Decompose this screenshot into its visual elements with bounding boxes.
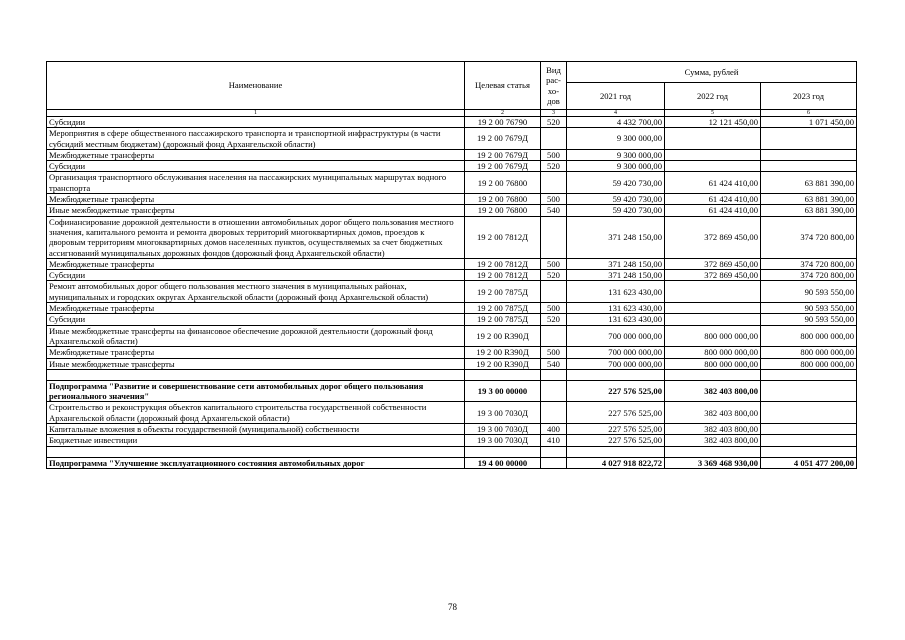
row-sum-2023: 90 593 550,00 xyxy=(761,281,857,303)
row-sum-2023 xyxy=(761,128,857,150)
row-name: Межбюджетные трансферты xyxy=(47,194,465,205)
row-name: Субсидии xyxy=(47,270,465,281)
row-target-code: 19 2 00 76800 xyxy=(465,205,541,216)
row-expense-type: 520 xyxy=(541,314,567,325)
header-sum: Сумма, рублей xyxy=(567,62,857,83)
row-sum-2022: 61 424 410,00 xyxy=(665,172,761,194)
row-target-code: 19 2 00 7679Д xyxy=(465,161,541,172)
spacer-row xyxy=(47,446,857,457)
row-sum-2022: 382 403 800,00 xyxy=(665,424,761,435)
row-name: Организация транспортного обслуживания населения на пассажирских муниципальных маршрутах водного транспорта xyxy=(47,172,465,194)
table-row xyxy=(47,194,857,205)
row-target-code: 19 2 00 76800 xyxy=(465,172,541,194)
row-sum-2021: 59 420 730,00 xyxy=(567,205,665,216)
row-expense-type xyxy=(541,446,567,457)
row-target-code: 19 2 00 7679Д xyxy=(465,149,541,160)
row-sum-2021: 227 576 525,00 xyxy=(567,380,665,402)
row-sum-2021: 371 248 150,00 xyxy=(567,216,665,258)
column-number: 6 xyxy=(761,110,857,117)
row-sum-2021: 227 576 525,00 xyxy=(567,402,665,424)
row-sum-2021: 131 623 430,00 xyxy=(567,303,665,314)
row-target-code: 19 2 00 7812Д xyxy=(465,216,541,258)
row-name: Капитальные вложения в объекты государственной (муниципальной) собственности xyxy=(47,424,465,435)
row-sum-2022: 372 869 450,00 xyxy=(665,258,761,269)
row-name: Бюджетные инвестиции xyxy=(47,435,465,446)
budget-table xyxy=(46,61,857,469)
table-row xyxy=(47,281,857,303)
row-expense-type xyxy=(541,402,567,424)
row-expense-type: 500 xyxy=(541,149,567,160)
row-expense-type: 520 xyxy=(541,270,567,281)
table-row xyxy=(47,380,857,402)
row-target-code: 19 2 00 7875Д xyxy=(465,314,541,325)
row-name: Подпрограмма "Улучшение эксплуатационного состояния автомобильных дорог xyxy=(47,457,465,468)
row-sum-2021: 9 300 000,00 xyxy=(567,161,665,172)
table-row xyxy=(47,172,857,194)
row-sum-2023 xyxy=(761,446,857,457)
row-sum-2021 xyxy=(567,446,665,457)
table-row xyxy=(47,149,857,160)
row-name: Иные межбюджетные трансферты на финансовое обеспечение дорожной деятельности (дорожный фонд Архангельской области) xyxy=(47,325,465,347)
row-sum-2021: 4 027 918 822,72 xyxy=(567,457,665,468)
row-sum-2023: 800 000 000,00 xyxy=(761,347,857,358)
row-name: Иные межбюджетные трансферты xyxy=(47,358,465,369)
row-expense-type: 500 xyxy=(541,194,567,205)
row-sum-2022 xyxy=(665,128,761,150)
row-sum-2022 xyxy=(665,303,761,314)
row-sum-2021: 131 623 430,00 xyxy=(567,281,665,303)
row-expense-type: 540 xyxy=(541,205,567,216)
row-expense-type: 520 xyxy=(541,161,567,172)
row-expense-type xyxy=(541,325,567,347)
row-target-code: 19 3 00 7030Д xyxy=(465,402,541,424)
table-row xyxy=(47,258,857,269)
column-number: 1 xyxy=(47,110,465,117)
row-sum-2023: 90 593 550,00 xyxy=(761,314,857,325)
row-target-code: 19 2 00 7812Д xyxy=(465,270,541,281)
row-sum-2023: 63 881 390,00 xyxy=(761,205,857,216)
header-2021: 2021 год xyxy=(567,83,665,110)
row-sum-2022 xyxy=(665,161,761,172)
row-sum-2022: 372 869 450,00 xyxy=(665,216,761,258)
row-target-code: 19 2 00 76790 xyxy=(465,117,541,128)
row-name: Межбюджетные трансферты xyxy=(47,149,465,160)
row-sum-2023: 374 720 800,00 xyxy=(761,216,857,258)
table-row xyxy=(47,205,857,216)
table-row xyxy=(47,358,857,369)
page-number: 78 xyxy=(448,602,457,612)
table-row xyxy=(47,117,857,128)
row-sum-2021: 227 576 525,00 xyxy=(567,424,665,435)
row-sum-2022 xyxy=(665,281,761,303)
table-row xyxy=(47,435,857,446)
row-sum-2022: 382 403 800,00 xyxy=(665,402,761,424)
row-sum-2022 xyxy=(665,446,761,457)
header-2022: 2022 год xyxy=(665,83,761,110)
table-row xyxy=(47,270,857,281)
table-row xyxy=(47,424,857,435)
row-sum-2023: 800 000 000,00 xyxy=(761,358,857,369)
row-target-code: 19 3 00 7030Д xyxy=(465,435,541,446)
row-name: Субсидии xyxy=(47,161,465,172)
row-expense-type xyxy=(541,380,567,402)
row-sum-2023 xyxy=(761,402,857,424)
row-name: Субсидии xyxy=(47,314,465,325)
row-target-code: 19 2 00 7679Д xyxy=(465,128,541,150)
header-name: Наименование xyxy=(47,62,465,110)
row-sum-2023: 800 000 000,00 xyxy=(761,325,857,347)
row-target-code: 19 2 00 76800 xyxy=(465,194,541,205)
row-sum-2023: 374 720 800,00 xyxy=(761,270,857,281)
row-expense-type: 520 xyxy=(541,117,567,128)
row-target-code: 19 2 00 R390Д xyxy=(465,347,541,358)
row-name: Строительство и реконструкция объектов капитального строительства государственной собственности Архангельской области (дорожный фонд Архангельской области) xyxy=(47,402,465,424)
row-sum-2022: 372 869 450,00 xyxy=(665,270,761,281)
row-sum-2023: 90 593 550,00 xyxy=(761,303,857,314)
row-sum-2022 xyxy=(665,314,761,325)
header-code: Целевая статья xyxy=(465,62,541,110)
table-row xyxy=(47,303,857,314)
row-sum-2022: 800 000 000,00 xyxy=(665,347,761,358)
table-row xyxy=(47,161,857,172)
row-expense-type: 500 xyxy=(541,303,567,314)
column-number-row xyxy=(47,110,857,117)
row-expense-type xyxy=(541,216,567,258)
table-row xyxy=(47,325,857,347)
row-sum-2021: 371 248 150,00 xyxy=(567,258,665,269)
row-name: Межбюджетные трансферты xyxy=(47,347,465,358)
row-sum-2023: 1 071 450,00 xyxy=(761,117,857,128)
row-target-code: 19 2 00 7812Д xyxy=(465,258,541,269)
row-sum-2021 xyxy=(567,369,665,380)
row-sum-2023: 63 881 390,00 xyxy=(761,172,857,194)
row-sum-2022: 382 403 800,00 xyxy=(665,380,761,402)
row-name: Субсидии xyxy=(47,117,465,128)
row-expense-type xyxy=(541,281,567,303)
row-target-code: 19 2 00 R390Д xyxy=(465,358,541,369)
row-sum-2023: 4 051 477 200,00 xyxy=(761,457,857,468)
row-target-code: 19 3 00 00000 xyxy=(465,380,541,402)
table-row xyxy=(47,347,857,358)
row-name: Иные межбюджетные трансферты xyxy=(47,205,465,216)
row-sum-2023 xyxy=(761,369,857,380)
row-sum-2023 xyxy=(761,380,857,402)
header-2023: 2023 год xyxy=(761,83,857,110)
row-sum-2021: 700 000 000,00 xyxy=(567,358,665,369)
row-sum-2021: 227 576 525,00 xyxy=(567,435,665,446)
row-sum-2021: 700 000 000,00 xyxy=(567,347,665,358)
row-expense-type xyxy=(541,172,567,194)
row-expense-type xyxy=(541,369,567,380)
row-target-code: 19 2 00 R390Д xyxy=(465,325,541,347)
row-expense-type xyxy=(541,457,567,468)
row-name: Софинансирование дорожной деятельности в отношении автомобильных дорог общего пользования местного значения, капитального ремонта и ремонта дворовых территорий многоквартирных домов, проездов к дворовым территориям многоквартирных домов населенных пунктов, осуществляемых за счет бюджетных ассигнований муниципальных дорожных фондов (дорожный фонд Архангельской области) xyxy=(47,216,465,258)
row-name: Ремонт автомобильных дорог общего пользования местного значения в муниципальных районах, муниципальных и городских округах Архангельской области (дорожный фонд Архангельской области) xyxy=(47,281,465,303)
table-row xyxy=(47,402,857,424)
table-row xyxy=(47,216,857,258)
table-row xyxy=(47,314,857,325)
row-target-code xyxy=(465,369,541,380)
row-sum-2023 xyxy=(761,424,857,435)
row-sum-2021: 9 300 000,00 xyxy=(567,128,665,150)
row-sum-2022 xyxy=(665,369,761,380)
row-target-code: 19 2 00 7875Д xyxy=(465,303,541,314)
row-expense-type: 540 xyxy=(541,358,567,369)
row-target-code: 19 3 00 7030Д xyxy=(465,424,541,435)
row-sum-2022 xyxy=(665,149,761,160)
row-sum-2021: 59 420 730,00 xyxy=(567,194,665,205)
row-target-code: 19 4 00 00000 xyxy=(465,457,541,468)
row-sum-2021: 371 248 150,00 xyxy=(567,270,665,281)
row-sum-2021: 59 420 730,00 xyxy=(567,172,665,194)
column-number: 5 xyxy=(665,110,761,117)
row-sum-2022: 12 121 450,00 xyxy=(665,117,761,128)
table-row xyxy=(47,457,857,468)
row-target-code: 19 2 00 7875Д xyxy=(465,281,541,303)
column-number: 2 xyxy=(465,110,541,117)
table-body xyxy=(47,117,857,469)
column-number: 4 xyxy=(567,110,665,117)
row-name xyxy=(47,369,465,380)
row-sum-2021: 4 432 700,00 xyxy=(567,117,665,128)
row-name xyxy=(47,446,465,457)
row-expense-type: 500 xyxy=(541,258,567,269)
row-sum-2021: 9 300 000,00 xyxy=(567,149,665,160)
row-sum-2022: 3 369 468 930,00 xyxy=(665,457,761,468)
row-name: Межбюджетные трансферты xyxy=(47,258,465,269)
row-sum-2023: 374 720 800,00 xyxy=(761,258,857,269)
row-name: Подпрограмма "Развитие и совершенствование сети автомобильных дорог общего пользования регионального значения" xyxy=(47,380,465,402)
row-target-code xyxy=(465,446,541,457)
column-number: 3 xyxy=(541,110,567,117)
row-sum-2023: 63 881 390,00 xyxy=(761,194,857,205)
row-sum-2023 xyxy=(761,161,857,172)
table-row xyxy=(47,128,857,150)
row-sum-2022: 61 424 410,00 xyxy=(665,205,761,216)
row-sum-2022: 382 403 800,00 xyxy=(665,435,761,446)
row-sum-2022: 800 000 000,00 xyxy=(665,325,761,347)
row-sum-2021: 700 000 000,00 xyxy=(567,325,665,347)
row-name: Межбюджетные трансферты xyxy=(47,303,465,314)
header-vid: Вид рас-хо-дов xyxy=(541,62,567,110)
row-expense-type: 410 xyxy=(541,435,567,446)
row-sum-2023 xyxy=(761,149,857,160)
row-sum-2021: 131 623 430,00 xyxy=(567,314,665,325)
row-expense-type: 500 xyxy=(541,347,567,358)
row-expense-type xyxy=(541,128,567,150)
spacer-row xyxy=(47,369,857,380)
row-sum-2023 xyxy=(761,435,857,446)
row-name: Мероприятия в сфере общественного пассажирского транспорта и транспортной инфраструктуры (в части субсидий местным бюджетам) (дорожный фонд Архангельской области) xyxy=(47,128,465,150)
row-sum-2022: 61 424 410,00 xyxy=(665,194,761,205)
row-sum-2022: 800 000 000,00 xyxy=(665,358,761,369)
row-expense-type: 400 xyxy=(541,424,567,435)
